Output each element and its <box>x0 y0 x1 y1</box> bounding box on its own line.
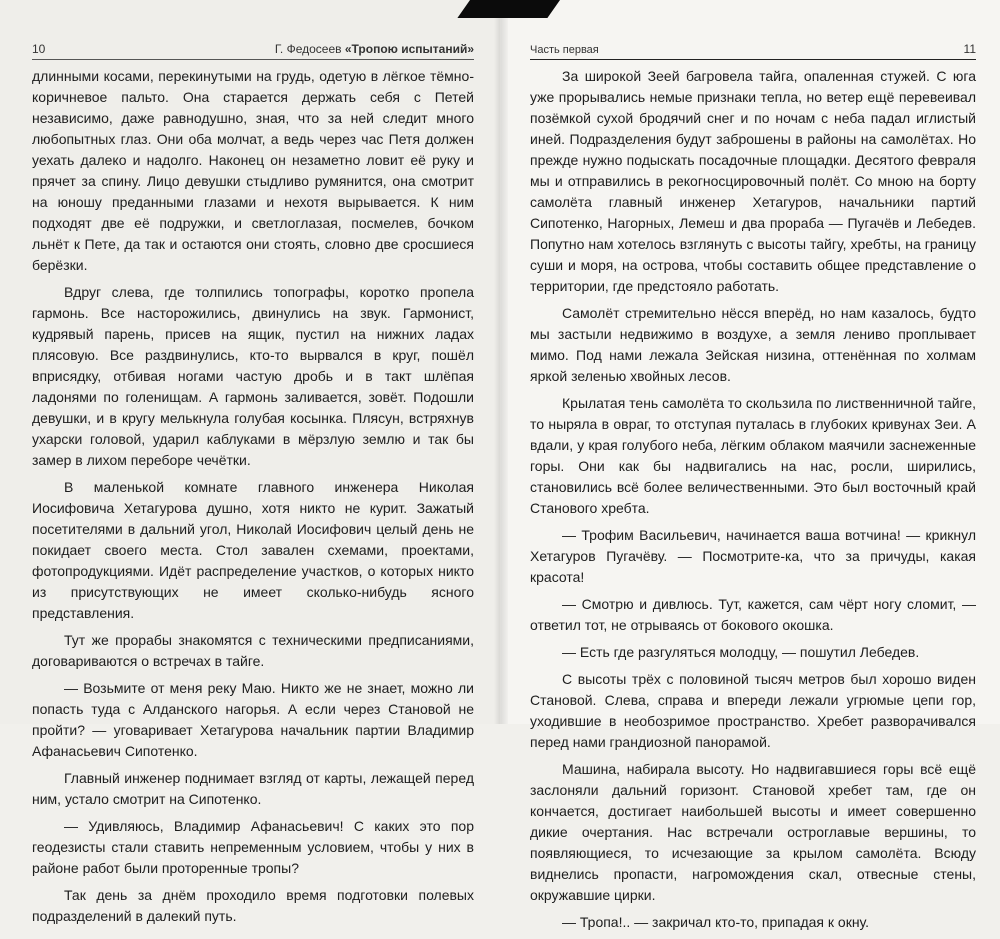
paragraph: В маленькой комнате главного инженера Николая Иосифовича Хетагурова душно, хотя никто не курит. Зажатый посетителями в дальний угол, Николай Иосифович целый день не покидает своего места. Стол завален схемами, проектами, фотопродукциями. Идёт распределение участков, о которых никто из присутствующих не имеет сколько-нибудь ясного представления. <box>32 479 474 621</box>
paragraph: С высоты трёх с половиной тысяч метров был хорошо виден Становой. Слева, справа и впереди лежали угрюмые цепи гор, уходившие в необозримое пространство. Хребет разворачивался перед нами грандиозной панорамой. <box>530 671 976 750</box>
right-page <box>500 0 1000 930</box>
right-running-header <box>530 36 976 60</box>
paragraph: Самолёт стремительно нёсся вперёд, но нам казалось, будто мы застыли недвижимо в воздухе, а земля лениво проплывает мимо. Под нами лежала Зейская низина, оттенённая по холмам яркой зеленью хвойных лесов. <box>530 305 976 384</box>
book-gutter <box>494 0 508 724</box>
right-page-text <box>530 66 976 939</box>
paragraph: — Тропа!.. — закричал кто-то, припадая к окну. <box>562 914 870 930</box>
paragraph: — Смотрю и дивлюсь. Тут, кажется, сам чёрт ногу сломит, — ответил тот, не отрываясь от бокового окошка. <box>530 596 976 633</box>
paragraph: длинными косами, перекинутыми на грудь, одетую в лёгкое тёмно-коричневое пальто. Она старается держать себя с Петей независимо, даже равнодушно, зная, что за ней следит много любопытных глаз. Они оба молчат, а ведь через час Петя должен уехать далеко и надолго. Наконец он незаметно ловит её руку и прячет за спину. Лицо девушки стыдливо румянится, она смотрит на юношу преданными глазами и нехотя вырывается. К ним подходят две её подружки, и светлоглазая, посмелев, бочком льнёт к Пете, да так и остаются они стоять, словно две сросшиеся берёзки. <box>32 68 474 273</box>
paragraph: Тут же прорабы знакомятся с техническими предписаниями, договариваются о встречах в тайге. <box>32 632 474 669</box>
paragraph: Вдруг слева, где толпились топографы, коротко пропела гармонь. Все насторожились, двинулись на звук. Гармонист, кудрявый парень, присев на ящик, пустил на нижних ладах плясовую. Все раздвинулись, кто-то вырвался в круг, пошёл вприсядку, отбивая ногами частую дробь и в такт шлёпая ладонями по голенищам. А гармонь заливается, зовёт. Подошли девушки, и в кругу мелькнула голубая косынка. Плясун, встряхнув ухарски головой, ударил каблуками в мёрзлую землю и так бы замер в лихом переборе чечётки. <box>32 284 474 468</box>
left-page <box>0 0 500 924</box>
right-page-number: 11 <box>963 42 976 56</box>
author-name: Г. Федосеев <box>274 42 342 56</box>
paragraph: — Удивляюсь, Владимир Афанасьевич! С каких это пор геодезисты стали ставить непременным условием, чтобы у них в районе работ были проторенные тропы? <box>32 818 474 876</box>
paragraph: Так день за днём проходило время подготовки полевых подразделений в далекий путь. <box>32 887 474 924</box>
paragraph: За широкой Зеей багровела тайга, опаленная стужей. С юга уже прорывались немые признаки тепла, но ветер ещё перевеивал позёмкой сухой бродячий снег и по ночам с неба падал иглистый иней. Подразделения будут заброшены в районы на самолётах. Но прежде нужно подыскать посадочные площадки. Десятого февраля мы и отправились в рекогносцировочный полёт. Со мною на борту самолёта главный инженер Хетагуров, начальники партий Сипотенко, Нагорных, Лемеш и два прораба — Пугачёв и Лебедев. Попутно нам хотелось взглянуть с высоты тайгу, хребты, на границу суши и моря, на острова, чтобы составить общее представление о территории, где предстояло работать. <box>530 68 976 294</box>
left-page-number: 10 <box>32 42 46 56</box>
paragraph: Машина, набирала высоту. Но надвигавшиеся горы всё ещё заслоняли дальний горизонт. Становой хребет там, где он кончается, достигает наибольшей высоты и имеет совершенно дикие очертания. Нас встречали остроглавые вершины, то появляющиеся, то исчезающие за крылом самолёта. Всюду виднелись пропасти, нагромождения скал, отвесные стены, окружавшие цирки. <box>530 761 976 903</box>
book-title: «Тропою испытаний» <box>344 42 474 56</box>
running-title <box>275 42 474 56</box>
left-running-header <box>32 36 474 60</box>
paragraph: — Трофим Васильевич, начинается ваша вотчина! — крикнул Хетагуров Пугачёву. — Посмотрите-ка, что за причуды, какая красота! <box>530 527 976 585</box>
paragraph: Крылатая тень самолёта то скользила по лиственничной тайге, то ныряла в овраг, то отступая путалась в глубоких кривунах Зеи. А вдали, у края голубого неба, лёгким облаком маячили заснеженные горы. Они как бы надвигались на нас, росли, ширились, становились всё более величественными. Это был восточный край Станового хребта. <box>530 395 976 516</box>
paragraph: — Есть где разгуляться молодцу, — пошутил Лебедев. <box>562 644 920 660</box>
scan-corner-shadow <box>457 0 560 18</box>
left-page-text <box>32 66 474 933</box>
paragraph: — Возьмите от меня реку Маю. Никто же не знает, можно ли попасть туда с Алданского нагорья. А если через Становой не пройти? — уговаривает Хетагурова начальник партии Владимир Афанасьевич Сипотенко. <box>32 680 474 759</box>
paragraph: Главный инженер поднимает взгляд от карты, лежащей перед ним, устало смотрит на Сипотенко. <box>32 770 474 807</box>
part-label: Часть первая <box>530 44 599 56</box>
